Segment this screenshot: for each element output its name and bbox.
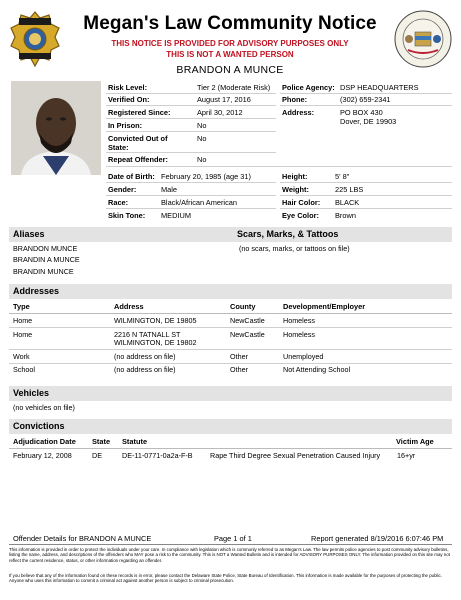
conviction-state: DE: [92, 451, 102, 460]
in-prison-value: No: [197, 121, 207, 130]
convictions-col-statute: Statute: [122, 437, 148, 446]
convicted-out-value: No: [197, 134, 207, 143]
addresses-col-employer: Development/Employer: [283, 302, 366, 311]
weight-label: Weight:: [282, 185, 309, 194]
dob-label: Date of Birth:: [108, 172, 155, 181]
convictions-col-date: Adjudication Date: [13, 437, 76, 446]
divider: [9, 313, 452, 314]
address-employer: Unemployed: [283, 352, 324, 361]
alias-item: BRANDIN A MUNCE: [13, 255, 80, 264]
divider: [106, 93, 276, 94]
not-wanted-notice: THIS IS NOT A WANTED PERSON: [166, 50, 294, 59]
convictions-col-state: State: [92, 437, 111, 446]
alias-item: BRANDIN MUNCE: [13, 267, 74, 276]
aliases-section-bar: [9, 227, 452, 242]
risk-level-value: Tier 2 (Moderate Risk): [197, 83, 271, 92]
address-line: (no address on file): [114, 365, 176, 374]
registered-since-value: April 30, 2012: [197, 108, 243, 117]
scars-text: (no scars, marks, or tattoos on file): [239, 244, 350, 253]
offender-name: BRANDON A MUNCE: [176, 64, 284, 76]
gender-label: Gender:: [108, 185, 137, 194]
state-seal-icon: [394, 10, 452, 68]
agency-address-label: Address:: [282, 108, 315, 117]
address-county: NewCastle: [230, 316, 265, 325]
address-employer: Not Attending School: [283, 365, 351, 374]
address-county: Other: [230, 365, 248, 374]
repeat-offender-label: Repeat Offender:: [108, 155, 168, 164]
convicted-out-label: Convicted Out of State:: [108, 134, 168, 152]
report-generated: Report generated 8/19/2016 6:07:46 PM: [311, 534, 444, 543]
race-label: Race:: [108, 198, 129, 207]
divider: [280, 195, 452, 196]
height-value: 5' 8": [335, 172, 350, 181]
address-type: Home: [13, 316, 33, 325]
vehicles-section-bar: [9, 386, 452, 401]
divider: [280, 93, 452, 94]
verified-on-label: Verified On:: [108, 95, 150, 104]
offender-photo: [11, 81, 101, 175]
offender-details-footer: Offender Details for BRANDON A MUNCE: [13, 534, 152, 543]
divider: [280, 208, 452, 209]
address-type: School: [13, 365, 35, 374]
phone-label: Phone:: [282, 95, 308, 104]
address-line: WILMINGTON, DE 19805: [114, 316, 197, 325]
convictions-col-victim-age: Victim Age: [396, 437, 434, 446]
risk-level-label: Risk Level:: [108, 83, 148, 92]
in-prison-label: In Prison:: [108, 121, 143, 130]
hair-color-label: Hair Color:: [282, 198, 321, 207]
weight-value: 225 LBS: [335, 185, 364, 194]
page-number: Page 1 of 1: [214, 534, 252, 543]
address-line: WILMINGTON, DE 19802: [114, 338, 197, 347]
address-type: Home: [13, 330, 33, 339]
repeat-offender-value: No: [197, 155, 207, 164]
address-county: NewCastle: [230, 330, 265, 339]
divider: [280, 182, 452, 183]
divider: [9, 363, 452, 364]
divider: [106, 195, 276, 196]
addresses-col-county: County: [230, 302, 256, 311]
address-line: (no address on file): [114, 352, 176, 361]
addresses-heading: Addresses: [13, 286, 60, 296]
disclaimer-text: This information is provided in order to protect the individuals under your care. In compliance with legislation which is commonly referred to as Megan's Law. The law permits police agencies to post community advisory bulletins, listing the name, address, and descriptions of the offenders who MAY pose a risk to the community. This is NOT a Wanted Bulletin and is intended for ADVISORY PURPOSES ONLY. The information provided on this site may not reflect the current residence, status, or other information regarding an offender.: [9, 547, 450, 563]
divider: [106, 118, 276, 119]
police-agency-value: DSP HEADQUARTERS: [340, 83, 419, 92]
divider: [9, 544, 452, 545]
divider: [106, 152, 276, 153]
divider: [280, 105, 452, 106]
eye-color-label: Eye Color:: [282, 211, 319, 220]
addresses-col-type: Type: [13, 302, 30, 311]
address-employer: Homeless: [283, 330, 315, 339]
page-title: Megan's Law Community Notice: [83, 13, 377, 34]
divider: [9, 327, 452, 328]
aliases-heading: Aliases: [13, 229, 45, 239]
divider: [9, 448, 452, 449]
address-type: Work: [13, 352, 30, 361]
skin-tone-label: Skin Tone:: [108, 211, 146, 220]
phone-value: (302) 659-2341: [340, 95, 391, 104]
skin-tone-value: MEDIUM: [161, 211, 191, 220]
conviction-date: February 12, 2008: [13, 451, 72, 460]
address-county: Other: [230, 352, 248, 361]
alias-item: BRANDON MUNCE: [13, 244, 78, 253]
advisory-notice: THIS NOTICE IS PROVIDED FOR ADVISORY PURPOSES ONLY: [111, 39, 349, 48]
agency-address-line1: PO BOX 430: [340, 108, 383, 117]
addresses-section-bar: [9, 284, 452, 299]
address-line: 2216 N TATNALL ST: [114, 330, 181, 339]
divider: [106, 182, 276, 183]
registered-since-label: Registered Since:: [108, 108, 171, 117]
convictions-heading: Convictions: [13, 421, 65, 431]
error-contact-text: If you believe that any of the information found on these records is in error, please contact the Delaware State Police, State Bureau of Identification. This information is made available for the purposes of protecting the public. Anyone who uses this information to commit a criminal act against another person is subject to criminal prosecution.: [9, 573, 442, 584]
conviction-description: Rape Third Degree Sexual Penetration Caused Injury: [210, 451, 381, 460]
divider: [106, 131, 276, 132]
verified-on-value: August 17, 2016: [197, 95, 251, 104]
eye-color-value: Brown: [335, 211, 356, 220]
gender-value: Male: [161, 185, 178, 194]
divider: [106, 105, 276, 106]
convictions-section-bar: [9, 419, 452, 434]
height-label: Height:: [282, 172, 308, 181]
agency-address-line2: Dover, DE 19903: [340, 117, 397, 126]
hair-color-value: BLACK: [335, 198, 360, 207]
addresses-col-address: Address: [114, 302, 144, 311]
vehicles-heading: Vehicles: [13, 388, 50, 398]
divider: [106, 166, 452, 167]
police-badge-icon: [9, 10, 61, 68]
conviction-victim-age: 16+yr: [397, 451, 416, 460]
divider: [106, 208, 276, 209]
dob-value: February 20, 1985 (age 31): [161, 172, 251, 181]
vehicles-text: (no vehicles on file): [13, 403, 75, 412]
divider: [9, 349, 452, 350]
police-agency-label: Police Agency:: [282, 83, 335, 92]
conviction-statute: DE-11-0771-0a2a-F-B: [122, 451, 193, 460]
scars-heading: Scars, Marks, & Tattoos: [237, 229, 339, 239]
race-value: Black/African American: [161, 198, 237, 207]
address-employer: Homeless: [283, 316, 315, 325]
